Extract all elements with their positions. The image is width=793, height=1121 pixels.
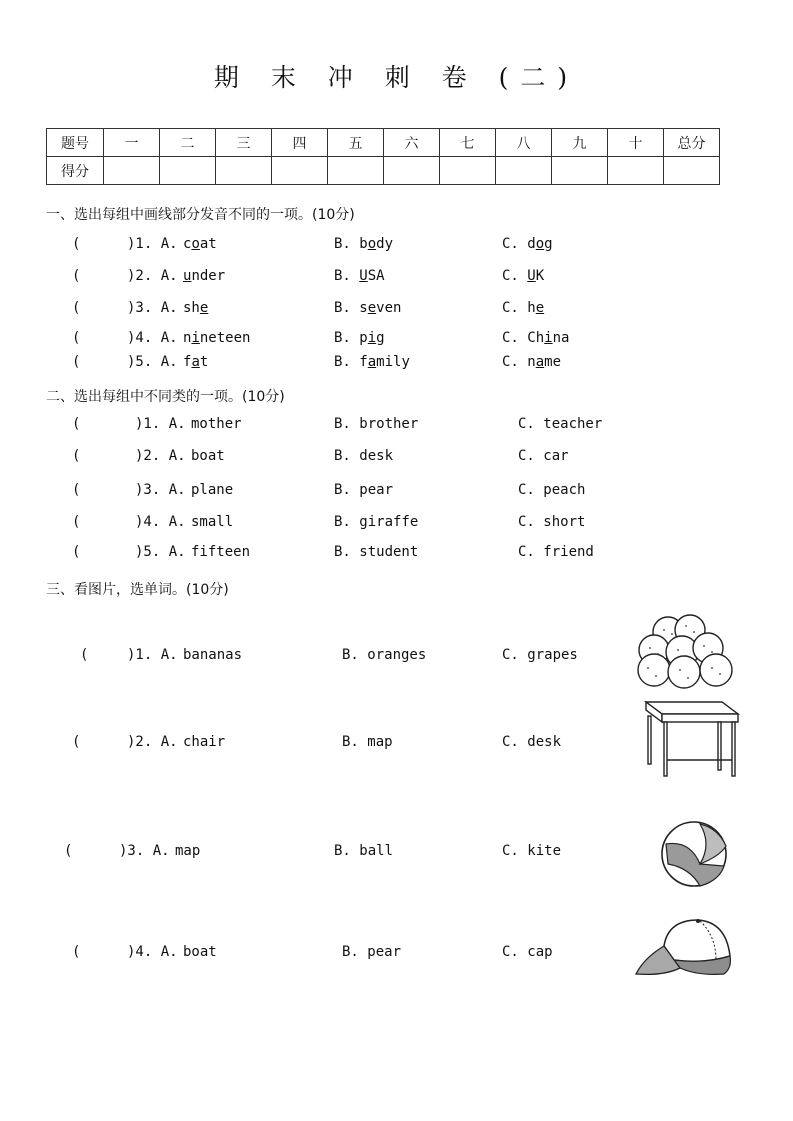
underlined-letter: U (527, 268, 536, 284)
option-text: f (183, 354, 192, 370)
option-b (334, 300, 401, 316)
score-input-cell[interactable] (272, 157, 328, 185)
underlined-letter: i (367, 330, 377, 346)
option-a (183, 268, 225, 284)
underlined-letter: e (367, 300, 377, 316)
answer-paren[interactable]: ( (72, 268, 81, 284)
answer-paren[interactable]: ( (80, 647, 89, 663)
option-c: C. short (518, 514, 586, 530)
answer-paren[interactable]: ( (64, 843, 73, 859)
question-number: )2. A. (135, 448, 186, 464)
question-number: )4. A. (135, 514, 186, 530)
answer-paren[interactable]: ( (72, 300, 81, 316)
underlined-letter: a (535, 354, 545, 370)
underlined-letter: o (535, 236, 545, 252)
option-label: C. (502, 300, 519, 316)
score-table-score-row (47, 157, 720, 185)
option-text: neteen (199, 330, 251, 346)
option-label: B. (334, 354, 351, 370)
option-text: g (544, 236, 553, 252)
option-label: C. (502, 236, 519, 252)
underlined-letter: e (199, 300, 209, 316)
underlined-letter: u (183, 268, 192, 284)
question-number: )1. A. (127, 236, 178, 252)
option-c (502, 354, 561, 370)
option-a: chair (183, 734, 226, 750)
answer-paren[interactable]: ( (72, 734, 81, 750)
option-text: Ch (527, 330, 545, 346)
option-c: C. grapes (502, 647, 578, 663)
option-b: B. pear (342, 944, 402, 960)
option-a (183, 236, 217, 252)
score-input-cell[interactable] (160, 157, 216, 185)
score-cell: 四 (272, 129, 328, 157)
option-text: K (535, 268, 545, 284)
score-input-cell[interactable] (496, 157, 552, 185)
option-label: B. (334, 236, 351, 252)
underlined-letter: a (367, 354, 377, 370)
score-table-header-row (47, 129, 720, 157)
option-label: C. (502, 330, 519, 346)
option-a: mother (191, 416, 242, 432)
score-input-cell[interactable] (552, 157, 608, 185)
question-number: )4. A. (127, 944, 178, 960)
option-c: C. friend (518, 544, 594, 560)
option-a: bananas (183, 647, 243, 663)
option-label: B. (334, 268, 351, 284)
score-input-cell[interactable] (216, 157, 272, 185)
option-label: C. (502, 268, 519, 284)
score-input-cell[interactable] (104, 157, 160, 185)
answer-paren[interactable]: ( (72, 514, 81, 530)
option-text: sh (183, 300, 200, 316)
underlined-letter: i (544, 330, 553, 346)
answer-paren[interactable]: ( (72, 544, 81, 560)
cap-picture (634, 916, 736, 982)
option-c: C. car (518, 448, 569, 464)
option-c (502, 330, 569, 346)
option-text: mily (376, 354, 410, 370)
option-b: B. map (342, 734, 393, 750)
option-text: at (199, 236, 217, 252)
option-b (334, 354, 410, 370)
answer-paren[interactable]: ( (72, 236, 81, 252)
option-b: B. pear (334, 482, 394, 498)
underlined-letter: o (191, 236, 200, 252)
desk-picture (640, 696, 740, 780)
option-label: C. (502, 354, 519, 370)
option-text: d (527, 236, 536, 252)
option-text: t (199, 354, 209, 370)
score-input-cell[interactable] (664, 157, 720, 185)
option-text: c (183, 236, 192, 252)
option-text: SA (367, 268, 385, 284)
oranges-picture (634, 612, 738, 690)
score-table (46, 128, 720, 185)
option-b: B. brother (334, 416, 419, 432)
score-cell: 一 (104, 129, 160, 157)
question-number: )2. A. (127, 268, 178, 284)
option-a: plane (191, 482, 234, 498)
score-cell: 九 (552, 129, 608, 157)
option-text: f (359, 354, 368, 370)
question-number: )3. A. (135, 482, 186, 498)
option-b: B. desk (334, 448, 394, 464)
question-number: )1. A. (127, 647, 178, 663)
option-a (183, 354, 208, 370)
option-b (334, 236, 393, 252)
option-c: C. cap (502, 944, 553, 960)
question-number: )4. A. (127, 330, 178, 346)
option-c: C. kite (502, 843, 562, 859)
underlined-letter: a (191, 354, 200, 370)
underlined-letter: U (359, 268, 368, 284)
option-c (502, 236, 553, 252)
underlined-letter: i (191, 330, 200, 346)
option-a: boat (191, 448, 225, 464)
score-input-cell[interactable] (384, 157, 440, 185)
option-b (334, 330, 385, 346)
option-c (502, 268, 544, 284)
option-b: B. oranges (342, 647, 427, 663)
score-cell: 六 (384, 129, 440, 157)
option-a (183, 330, 250, 346)
option-text: ven (376, 300, 402, 316)
answer-paren[interactable]: ( (72, 330, 81, 346)
question-number: )5. A. (135, 544, 186, 560)
score-input-cell[interactable] (328, 157, 384, 185)
answer-paren[interactable]: ( (72, 944, 81, 960)
question-number: )5. A. (127, 354, 178, 370)
score-cell: 七 (440, 129, 496, 157)
question-number: )3. A. (119, 843, 170, 859)
answer-paren[interactable]: ( (72, 482, 81, 498)
option-c: C. teacher (518, 416, 603, 432)
score-cell: 十 (608, 129, 664, 157)
answer-paren[interactable]: ( (72, 354, 81, 370)
option-c: C. desk (502, 734, 562, 750)
answer-paren[interactable]: ( (72, 448, 81, 464)
score-input-cell[interactable] (440, 157, 496, 185)
score-cell: 总分 (664, 129, 720, 157)
option-text: s (359, 300, 368, 316)
page-title: 期 末 冲 刺 卷 (二) (213, 63, 580, 92)
option-a: boat (183, 944, 217, 960)
option-b: B. student (334, 544, 419, 560)
ball-picture (660, 820, 730, 888)
score-cell: 得分 (47, 157, 104, 185)
answer-paren[interactable]: ( (72, 416, 81, 432)
option-c: C. peach (518, 482, 586, 498)
option-text: h (527, 300, 536, 316)
score-cell: 八 (496, 129, 552, 157)
option-text: me (544, 354, 562, 370)
section-2-heading: 二、选出每组中不同类的一项。(10分) (46, 389, 285, 405)
question-number: )3. A. (127, 300, 178, 316)
score-cell: 三 (216, 129, 272, 157)
section-1-heading: 一、选出每组中画线部分发音不同的一项。(10分) (46, 207, 355, 223)
option-text: nder (191, 268, 226, 284)
option-text: b (359, 236, 368, 252)
section-3-heading: 三、看图片，选单词。(10分) (46, 582, 229, 598)
option-b: B. ball (334, 843, 394, 859)
score-cell: 二 (160, 129, 216, 157)
option-a: map (175, 843, 201, 859)
option-label: B. (334, 330, 351, 346)
option-b (334, 268, 385, 284)
score-input-cell[interactable] (608, 157, 664, 185)
option-a: fifteen (191, 544, 251, 560)
option-text: p (359, 330, 368, 346)
option-b: B. giraffe (334, 514, 419, 530)
underlined-letter: o (367, 236, 377, 252)
option-text: g (376, 330, 385, 346)
option-label: B. (334, 300, 351, 316)
underlined-letter: e (535, 300, 545, 316)
option-a (183, 300, 208, 316)
question-number: )1. A. (135, 416, 186, 432)
question-number: )2. A. (127, 734, 178, 750)
option-text: n (527, 354, 536, 370)
option-c (502, 300, 544, 316)
score-cell: 题号 (47, 129, 104, 157)
option-text: dy (376, 236, 394, 252)
option-text: na (552, 330, 570, 346)
score-cell: 五 (328, 129, 384, 157)
option-text: n (183, 330, 192, 346)
option-a: small (191, 514, 234, 530)
